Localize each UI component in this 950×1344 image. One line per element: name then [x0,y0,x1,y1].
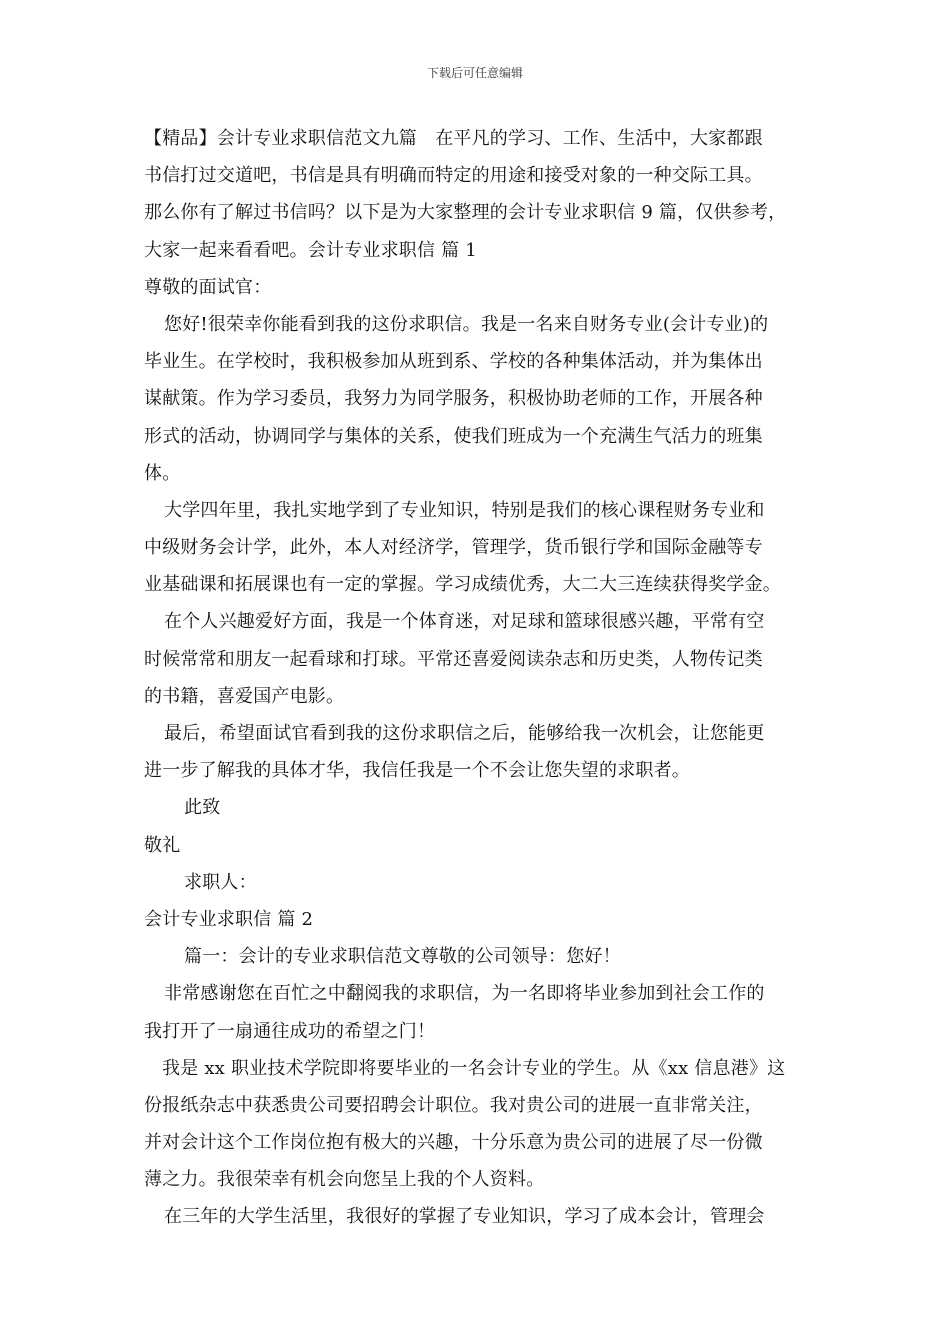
text-line: 薄之力。我很荣幸有机会向您呈上我的个人资料。 [144,1169,545,1191]
text-line: 份报纸杂志中获悉贵公司要招聘会计职位。我对贵公司的进展一直非常关注， [144,1094,763,1116]
text-line: 您好!很荣幸你能看到我的这份求职信。我是一名来自财务专业(会计专业)的 [164,313,769,335]
text-line: 体。 [144,462,181,484]
document-body [144,120,824,1236]
text-line: 那么你有了解过书信吗？以下是为大家整理的会计专业求职信 9 篇，仅供参考， [144,202,787,224]
text-line: 的书籍，喜爱国产电影。 [144,685,345,707]
text-line: 形式的活动，协调同学与集体的关系，使我们班成为一个充满生气活力的班集 [144,425,763,447]
text-line: 我打开了一扇通往成功的希望之门！ [144,1020,436,1042]
text-line: 中级财务会计学，此外，本人对经济学，管理学，货币银行学和国际金融等专 [144,537,763,559]
closing-line: 敬礼 [144,834,181,856]
text-line: 进一步了解我的具体才华，我信任我是一个不会让您失望的求职者。 [144,760,690,782]
section-heading: 会计专业求职信 篇 2 [144,908,314,930]
text-line: 谋献策。作为学习委员，我努力为同学服务，积极协助老师的工作，开展各种 [144,388,763,410]
text-line: 大家一起来看看吧。会计专业求职信 篇 1 [144,239,477,261]
signature-line: 求职人： [184,871,257,893]
text-line: 在三年的大学生活里，我很好的掌握了专业知识，学习了成本会计，管理会 [164,1206,765,1228]
text-line: 毕业生。在学校时，我积极参加从班到系、学校的各种集体活动，并为集体出 [144,351,763,373]
text-line: 最后，希望面试官看到我的这份求职信之后，能够给我一次机会，让您能更 [164,723,765,744]
text-line: 篇一：会计的专业求职信范文尊敬的公司领导：您好！ [184,946,621,968]
text-line: 书信打过交道吧，书信是具有明确而特定的用途和接受对象的一种交际工具。 [144,165,763,187]
text-line: 大学四年里，我扎实地学到了专业知识，特别是我们的核心课程财务专业和 [164,499,765,521]
text-line: 我是 xx 职业技术学院即将要毕业的一名会计专业的学生。从《xx 信息港》这 [162,1057,786,1079]
text-line: 【精品】会计专业求职信范文九篇 在平凡的学习、工作、生活中，大家都跟 [144,128,763,149]
salutation: 尊敬的面试官： [144,276,272,298]
text-line: 非常感谢您在百忙之中翻阅我的求职信，为一名即将毕业参加到社会工作的 [164,983,765,1005]
text-line: 业基础课和拓展课也有一定的掌握。学习成绩优秀，大二大三连续获得奖学金。 [144,574,781,596]
text-line: 时候常常和朋友一起看球和打球。平常还喜爱阅读杂志和历史类，人物传记类 [144,648,763,670]
page-header: 下载后可任意编辑 [426,66,523,80]
text-line: 并对会计这个工作岗位抱有极大的兴趣，十分乐意为贵公司的进展了尽一份微 [144,1132,763,1154]
text-line: 在个人兴趣爱好方面，我是一个体育迷，对足球和篮球很感兴趣，平常有空 [164,611,765,633]
closing-line: 此致 [184,797,221,819]
